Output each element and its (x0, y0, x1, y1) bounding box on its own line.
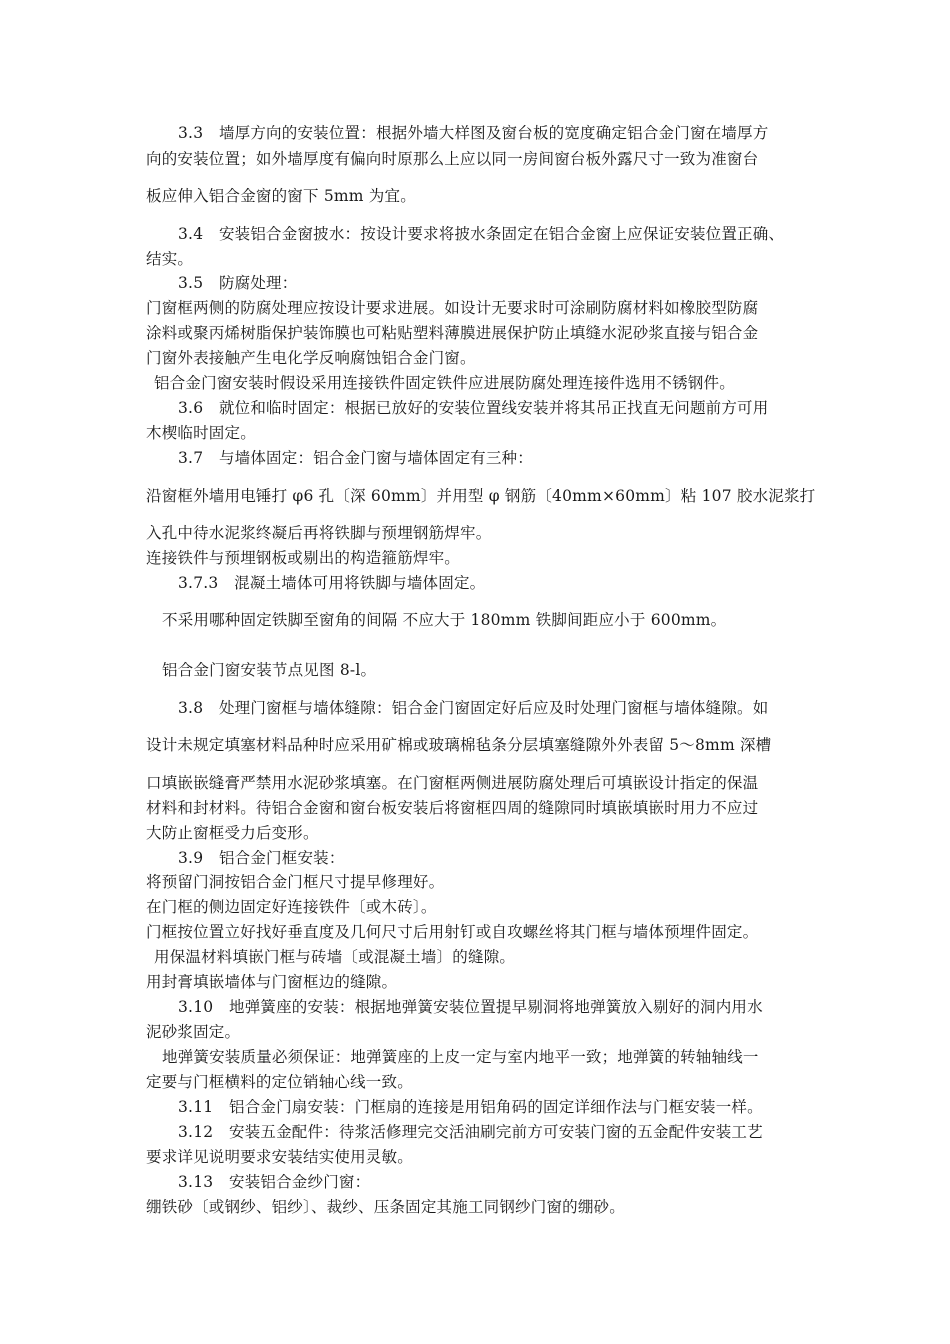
text-line: 设计未规定填塞材料品种时应采用矿棉或玻璃棉毡条分层填塞缝隙外外表留 5～8mm 深槽 (146, 736, 772, 754)
text-line: 入孔中待水泥浆终凝后再将铁脚与预埋钢筋焊牢。 (146, 524, 492, 542)
text-line: 3.13 安装铝合金纱门窗： (178, 1173, 371, 1191)
text-line: 连接铁件与预埋钢板或剔出的构造箍筋焊牢。 (146, 549, 461, 567)
text-line: 门窗外表接触产生电化学反响腐蚀铝合金门窗。 (146, 349, 476, 367)
text-line: 地弹簧安装质量必须保证：地弹簧座的上皮一定与室内地平一致；地弹簧的转轴轴线一 (162, 1048, 759, 1066)
text-line: 3.11 铝合金门扇安装：门框扇的连接是用铝角码的固定详细作法与门框安装一样。 (178, 1098, 763, 1116)
text-line: 3.12 安装五金配件：待浆活修理完交活油刷完前方可安装门窗的五金配件安装工艺 (178, 1123, 763, 1141)
text-line: 铝合金门窗安装时假设采用连接铁件固定铁件应进展防腐处理连接件选用不锈钢件。 (154, 374, 735, 392)
text-line: 板应伸入铝合金窗的窗下 5mm 为宜。 (146, 187, 416, 205)
text-line: 用保温材料填嵌门框与砖墙〔或混凝土墙〕的缝隙。 (154, 948, 516, 966)
text-line: 涂料或聚丙烯树脂保护装饰膜也可粘贴塑料薄膜进展保护防止填缝水泥砂浆直接与铝合金 (146, 324, 759, 342)
text-line: 铝合金门窗安装节点见图 8-l。 (162, 661, 377, 679)
text-line: 要求详见说明要求安装结实使用灵敏。 (146, 1148, 413, 1166)
text-line: 3.5 防腐处理： (178, 274, 298, 292)
text-line: 泥砂浆固定。 (146, 1023, 241, 1041)
text-line: 3.9 铝合金门框安装： (178, 849, 345, 867)
text-line: 3.4 安装铝合金窗披水：按设计要求将披水条固定在铝合金窗上应保证安装位置正确、 (178, 225, 785, 243)
text-line: 3.3 墙厚方向的安装位置：根据外墙大样图及窗台板的宽度确定铝合金门窗在墙厚方 (178, 124, 769, 142)
text-line: 沿窗框外墙用电锤打 φ6 孔〔深 60mm〕并用型 φ 钢筋〔40mm×60mm〕粘 107 胶水泥浆打 (146, 487, 816, 505)
text-line: 定要与门框横料的定位销轴心线一致。 (146, 1073, 413, 1091)
text-line: 绷铁砂〔或钢纱、铝纱〕、裁纱、压条固定其施工同钢纱门窗的绷砂。 (146, 1198, 625, 1216)
text-line: 用封膏填嵌墙体与门窗框边的缝隙。 (146, 973, 398, 991)
text-line: 3.7.3 混凝土墙体可用将铁脚与墙体固定。 (178, 574, 486, 592)
text-line: 3.10 地弹簧座的安装：根据地弹簧安装位置提早剔洞将地弹簧放入剔好的洞内用水 (178, 998, 763, 1016)
text-line: 材料和封材料。待铝合金窗和窗台板安装后将窗框四周的缝隙同时填嵌填嵌时用力不应过 (146, 799, 759, 817)
text-line: 3.8 处理门窗框与墙体缝隙：铝合金门窗固定好后应及时处理门窗框与墙体缝隙。如 (178, 699, 769, 717)
text-line: 大防止窗框受力后变形。 (146, 824, 319, 842)
text-line: 不采用哪种固定铁脚至窗角的间隔 不应大于 180mm 铁脚间距应小于 600mm。 (162, 611, 727, 629)
text-line: 在门框的侧边固定好连接铁件〔或木砖〕。 (146, 898, 437, 916)
text-line: 口填嵌嵌缝膏严禁用水泥砂浆填塞。在门窗框两侧进展防腐处理后可填嵌设计指定的保温 (146, 774, 759, 792)
text-line: 将预留门洞按铝合金门框尺寸提早修理好。 (146, 873, 445, 891)
text-line: 结实。 (146, 250, 194, 268)
text-line: 向的安装位置；如外墙厚度有偏向时原那么上应以同一房间窗台板外露尺寸一致为准窗台 (146, 150, 759, 168)
text-line: 3.6 就位和临时固定：根据已放好的安装位置线安装并将其吊正找直无问题前方可用 (178, 399, 769, 417)
text-line: 门框按位置立好找好垂直度及几何尺寸后用射钉或自攻螺丝将其门框与墙体预埋件固定。 (146, 923, 759, 941)
text-line: 3.7 与墙体固定：铝合金门窗与墙体固定有三种： (178, 449, 533, 467)
text-line: 木楔临时固定。 (146, 424, 256, 442)
text-line: 门窗框两侧的防腐处理应按设计要求进展。如设计无要求时可涂刷防腐材料如橡胶型防腐 (146, 299, 759, 317)
